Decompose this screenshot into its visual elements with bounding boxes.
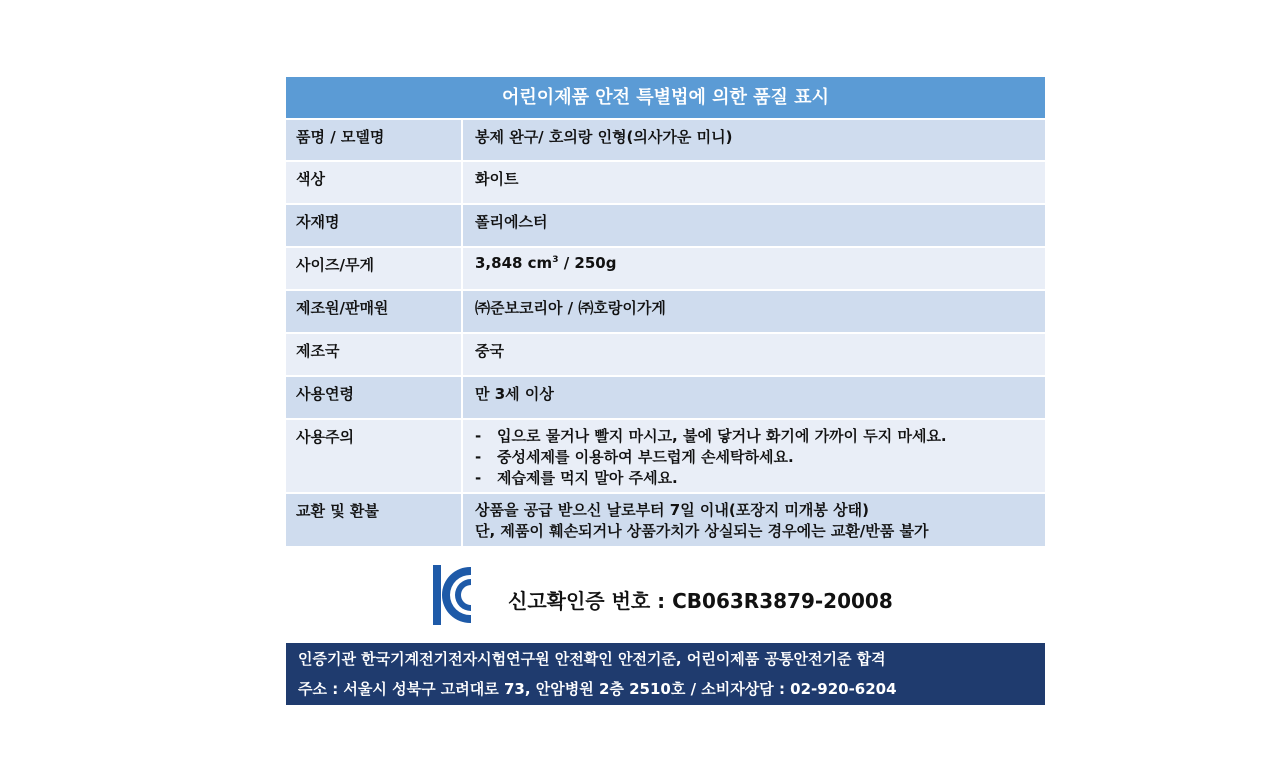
certification-row: [431, 565, 991, 625]
bullet-dash: -: [475, 427, 482, 445]
caution-item: [475, 468, 1035, 489]
row-label-color: 색상: [286, 161, 462, 204]
bullet-dash: -: [475, 448, 482, 466]
footer-certification-line: 인증기관 한국기계전기전자시험연구원 안전확인 안전기준, 어린이제품 공통안전기준 합격: [298, 650, 886, 668]
row-value-origin: 중국: [462, 333, 1045, 376]
row-value-manufacturer: ㈜준보코리아 / ㈜호랑이가게: [462, 290, 1045, 333]
row-value-refund: [462, 493, 1045, 546]
footer-info: [286, 643, 1045, 705]
caution-text: 제습제를 먹지 말아 주세요.: [497, 469, 678, 487]
row-value-material: 폴리에스터: [462, 204, 1045, 247]
weight-value: / 250g: [558, 254, 617, 272]
table-row: [286, 493, 1045, 546]
row-label-manufacturer: 제조원/판매원: [286, 290, 462, 333]
caution-item: [475, 447, 1035, 468]
refund-line: 상품을 공급 받으신 날로부터 7일 이내(포장지 미개봉 상태): [475, 501, 869, 519]
product-info-sheet: [286, 77, 1045, 546]
bullet-dash: -: [475, 469, 482, 487]
row-value-age: 만 3세 이상: [462, 376, 1045, 419]
table-row: [286, 419, 1045, 493]
table-row: [286, 333, 1045, 376]
footer-address-line: 주소 : 서울시 성북구 고려대로 73, 안암병원 2층 2510호 / 소비자상담 : 02-920-6204: [298, 680, 897, 698]
table-row: [286, 161, 1045, 204]
row-label-age: 사용연령: [286, 376, 462, 419]
row-value-product-name: 봉제 완구/ 호의랑 인형(의사가운 미니): [462, 119, 1045, 161]
spec-table: [286, 118, 1045, 546]
row-label-material: 자재명: [286, 204, 462, 247]
sheet-title: 어린이제품 안전 특별법에 의한 품질 표시: [286, 77, 1045, 118]
row-label-origin: 제조국: [286, 333, 462, 376]
row-value-caution: [462, 419, 1045, 493]
table-row: [286, 290, 1045, 333]
row-label-refund: 교환 및 환불: [286, 493, 462, 546]
table-row: [286, 204, 1045, 247]
row-label-product-name: 품명 / 모델명: [286, 119, 462, 161]
table-row: [286, 376, 1045, 419]
size-unit-exponent: 3: [552, 255, 559, 265]
caution-text: 중성세제를 이용하여 부드럽게 손세탁하세요.: [497, 448, 794, 466]
row-label-caution: 사용주의: [286, 419, 462, 493]
row-label-size-weight: 사이즈/무게: [286, 247, 462, 290]
row-value-color: 화이트: [462, 161, 1045, 204]
caution-text: 입으로 물거나 빨지 마시고, 불에 닿거나 화기에 가까이 두지 마세요.: [497, 427, 947, 445]
table-row: [286, 247, 1045, 290]
row-value-size-weight: [462, 247, 1045, 290]
refund-line: 단, 제품이 훼손되거나 상품가치가 상실되는 경우에는 교환/반품 불가: [475, 522, 929, 540]
table-row: [286, 119, 1045, 161]
certification-number: 신고확인증 번호 : CB063R3879-20008: [508, 589, 893, 613]
size-value: 3,848 cm: [475, 254, 553, 272]
kc-mark-icon: [431, 565, 471, 625]
caution-item: [475, 426, 1035, 447]
